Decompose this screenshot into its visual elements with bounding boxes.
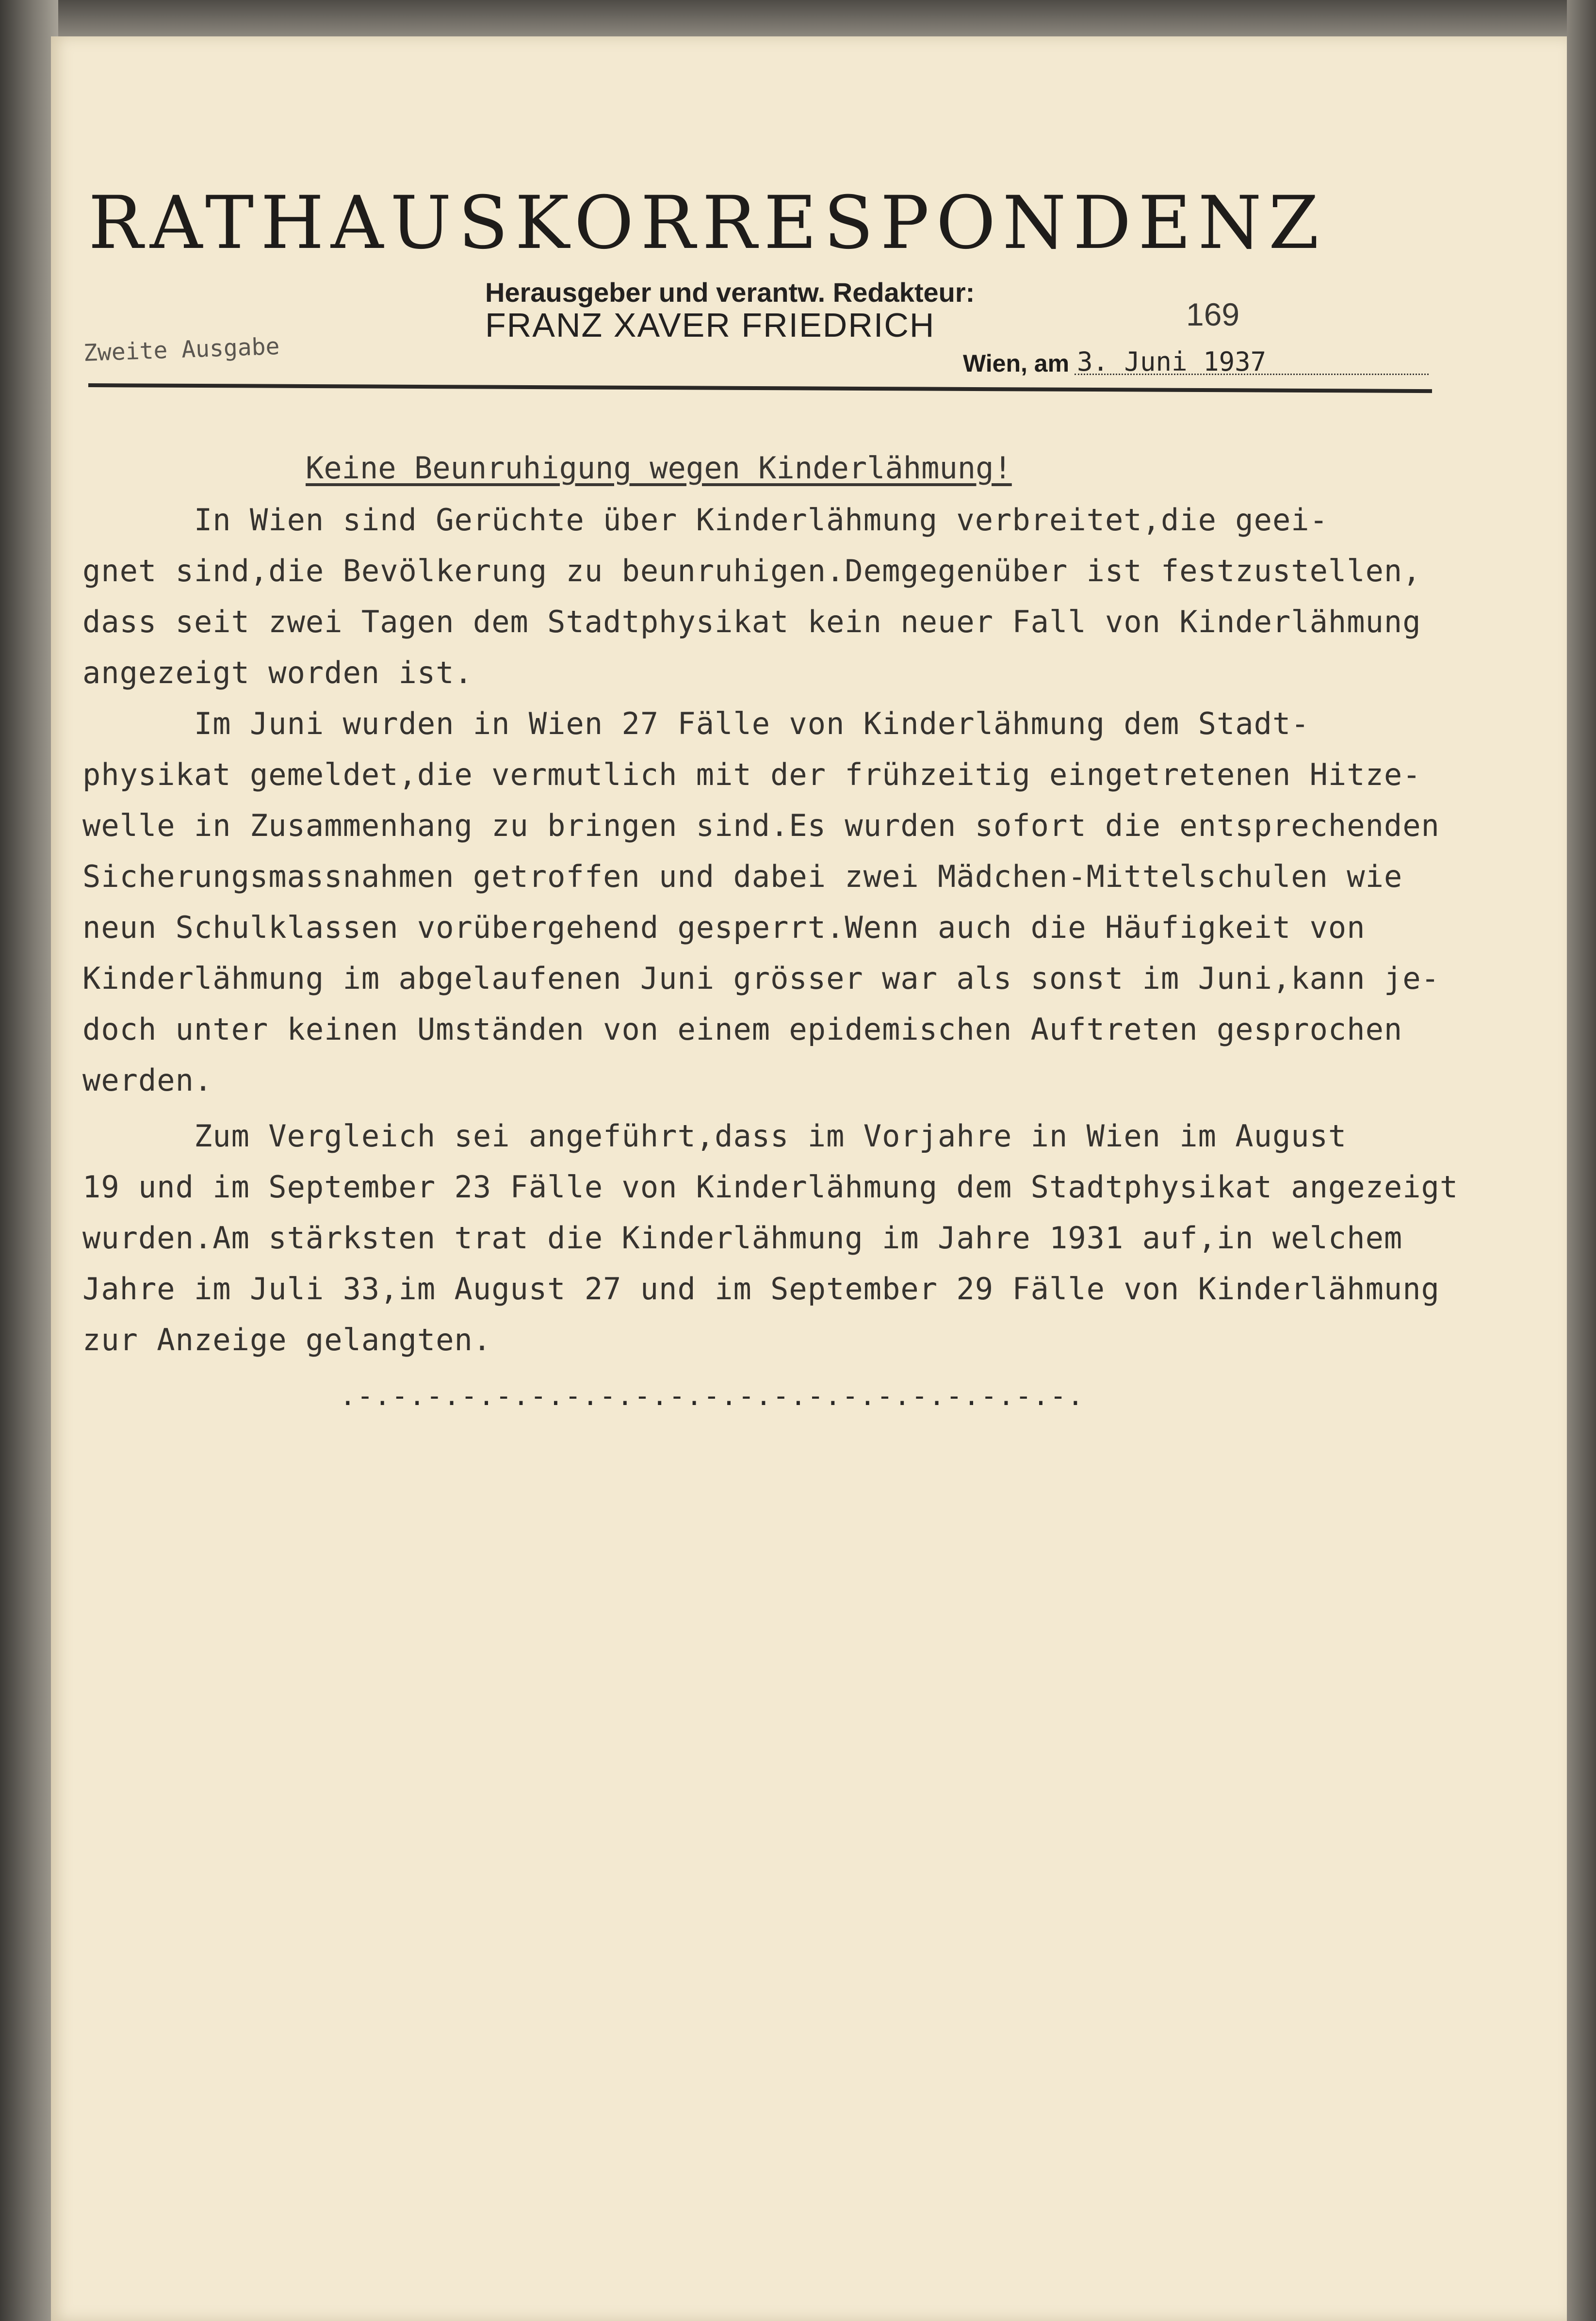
publisher-name: FRANZ XAVER FRIEDRICH (485, 306, 935, 344)
publisher-label: Herausgeber und verantw. Redakteur: (485, 277, 975, 308)
article-line: Jahre im Juli 33,im August 27 und im September 29 Fälle von Kinderlähmung (82, 1271, 1440, 1307)
dateline-date: 3. Juni 1937 (1077, 346, 1267, 377)
article-line: wurden.Am stärksten trat die Kinderlähmung im Jahre 1931 auf,in welchem (82, 1220, 1403, 1256)
scan-top-edge (51, 0, 1567, 36)
article-line: angezeigt worden ist. (82, 655, 473, 690)
article-headline: Keine Beunruhigung wegen Kinderlähmung! (306, 450, 1012, 486)
article-line: In Wien sind Gerüchte über Kinderlähmung verbreitet,die geei- (82, 502, 1328, 538)
article-line: doch unter keinen Umständen von einem epidemischen Auftreten gesprochen (82, 1012, 1403, 1047)
article-line: Kinderlähmung im abgelaufenen Juni grösser war als sonst im Juni,kann je- (82, 961, 1440, 996)
article-line: welle in Zusammenhang zu bringen sind.Es wurden sofort die entsprechenden (82, 808, 1440, 843)
article-line: zur Anzeige gelangten. (82, 1322, 492, 1357)
article-line: neun Schulklassen vorübergehend gesperrt.Wenn auch die Häufigkeit von (82, 910, 1366, 945)
binding-edge (0, 0, 58, 2321)
page-number: 169 (1186, 296, 1240, 332)
dateline-prefix: Wien, am (963, 350, 1070, 377)
article-line: werden. (82, 1062, 213, 1098)
article-line: gnet sind,die Bevölkerung zu beunruhigen.Demgegenüber ist festzustellen, (82, 553, 1421, 588)
masthead-title: RATHAUSKORRESPONDENZ (88, 181, 1326, 265)
edition-label: Zweite Ausgabe (83, 332, 280, 367)
article-line: 19 und im September 23 Fälle von Kinderlähmung dem Stadtphysikat angezeigt (82, 1169, 1459, 1205)
article-line: Sicherungsmassnahmen getroffen und dabei zwei Mädchen-Mittelschulen wie (82, 859, 1403, 894)
article-line: Im Juni wurden in Wien 27 Fälle von Kinderlähmung dem Stadt- (82, 706, 1310, 741)
article-line: dass seit zwei Tagen dem Stadtphysikat kein neuer Fall von Kinderlähmung (82, 604, 1421, 639)
dateline-dotted-rule (1075, 374, 1429, 375)
scan-right-edge (1567, 0, 1596, 2321)
end-divider: .-.-.-.-.-.-.-.-.-.-.-.-.-.-.-.-.-.-.-.-.-. (340, 1380, 1085, 1412)
article-line: physikat gemeldet,die vermutlich mit der frühzeitig eingetretenen Hitze- (82, 757, 1421, 792)
article-line: Zum Vergleich sei angeführt,dass im Vorjahre in Wien im August (82, 1118, 1347, 1154)
